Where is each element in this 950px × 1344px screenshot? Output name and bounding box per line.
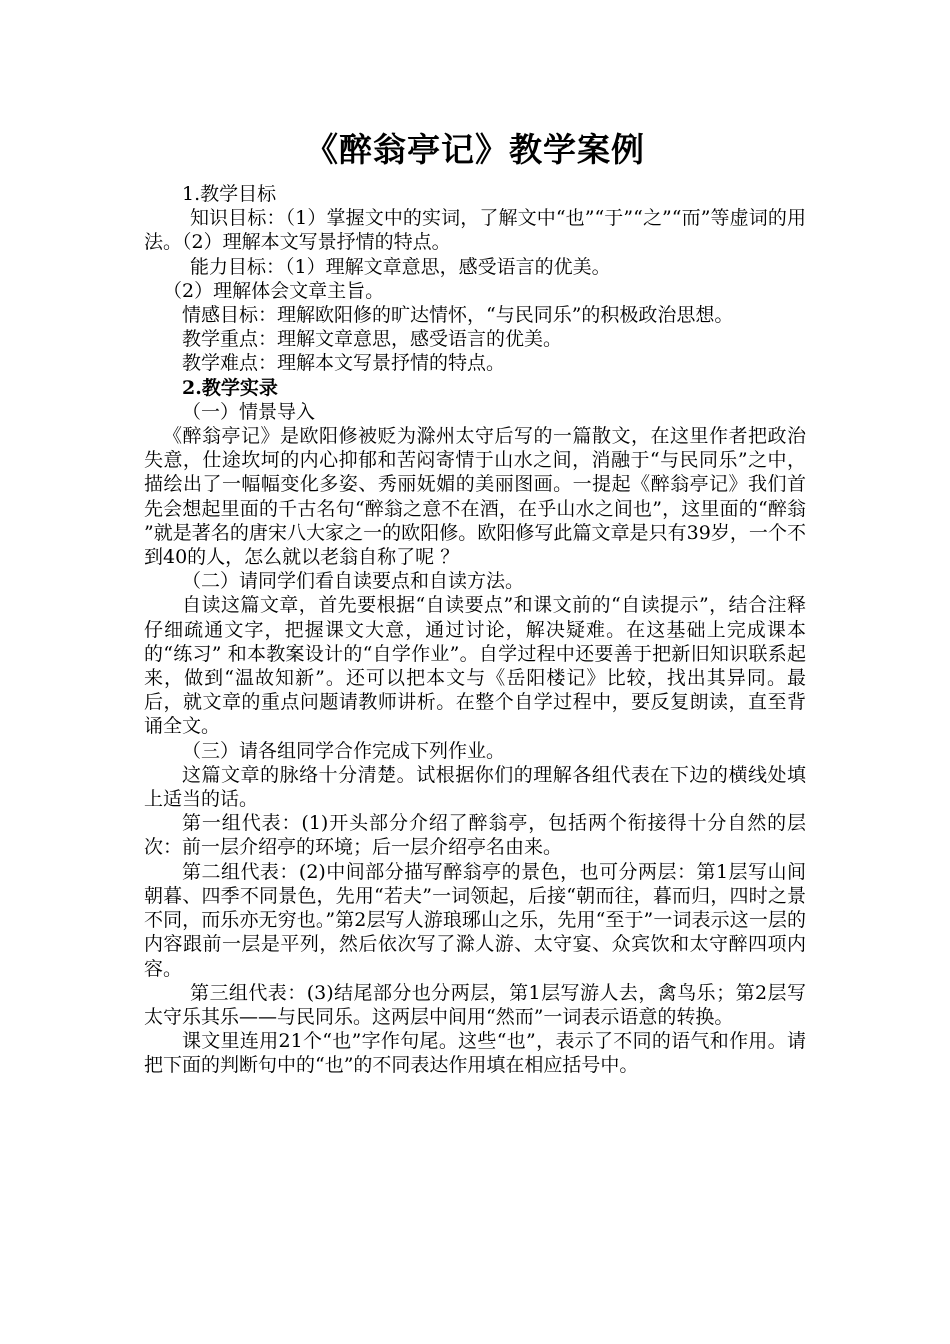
paragraph: 教学重点：理解文章意思，感受语言的优美。 xyxy=(182,328,563,351)
paragraph: （二）请同学们看自读要点和自读方法。 xyxy=(182,570,525,593)
document-body xyxy=(144,182,806,1078)
paragraph: 自读这篇文章，首先要根据“自读要点”和课文前的“自读提示”，结合注释仔细疏通文字，把握课文大意，通过讨论，解决疑难。在这基础上完成课本的“练习” 和本教案设计的“自学作业”。自学过程中还要善于把新旧知识联系起来，做到“温故知新”。还可以把本文与《岳阳楼记》比较，找出其异同。最后，就文章的重点问题请教师讲析。在整个自学过程中，要反复朗读，直至背诵全文。 xyxy=(144,594,806,738)
paragraph: 第二组代表：(2)中间部分描写醉翁亭的景色，也可分两层：第1层写山间朝暮、四季不同景色，先用“若夫”一词领起，后接“朝而往，暮而归，四时之景不同，而乐亦无穷也。”第2层写人游琅琊山之乐，先用“至于”一词表示这一层的内容跟前一层是平列，然后依次写了滁人游、太守宴、众宾饮和太守醉四项内容。 xyxy=(144,860,806,980)
paragraph: （一）情景导入 xyxy=(182,400,316,423)
document-title: 《醉翁亭记》教学案例 xyxy=(305,130,645,169)
paragraph: 能力目标：（1）理解文章意思，感受语言的优美。 xyxy=(190,255,611,278)
paragraph: 教学难点：理解本文写景抒情的特点。 xyxy=(182,352,506,375)
paragraph: 《醉翁亭记》是欧阳修被贬为滁州太守后写的一篇散文，在这里作者把政治失意，仕途坎坷的内心抑郁和苦闷寄情于山水之间，消融于“与民同乐”之中，描绘出了一幅幅变化多姿、秀丽妩媚的美丽图画。一提起《醉翁亭记》我们首先会想起里面的千古名句“醉翁之意不在酒，在乎山水之间也”，这里面的“醉翁 ”就是著名的唐宋八大家之一的欧阳修。欧阳修写此篇文章是只有39岁，一个不到40的人，怎么就以老翁自称了呢 ？ xyxy=(144,425,806,569)
section-heading: 2.教学实录 xyxy=(182,376,278,399)
paragraph: 1.教学目标 xyxy=(182,183,277,205)
paragraph: 第一组代表：(1)开头部分介绍了醉翁亭，包括两个衔接得十分自然的层次：前一层介绍亭的环境；后一层介绍亭名由来。 xyxy=(144,812,806,859)
paragraph: （三）请各组同学合作完成下列作业。 xyxy=(182,739,506,762)
document-page xyxy=(144,128,806,1078)
paragraph: 知识目标：（1）掌握文中的实词，了解文中“也”“于”“之”“而”等虚词的用法。（2）理解本文写景抒情的特点。 xyxy=(144,207,806,254)
paragraph: 情感目标：理解欧阳修的旷达情怀，“与民同乐”的积极政治思想。 xyxy=(182,304,734,327)
paragraph: 课文里连用21个“也”字作句尾。这些“也”，表示了不同的语气和作用。请把下面的判断句中的“也”的不同表达作用填在相应括号中。 xyxy=(144,1030,806,1077)
paragraph: 这篇文章的脉络十分清楚。试根据你们的理解各组代表在下边的横线处填上适当的话。 xyxy=(144,763,806,811)
paragraph: （2）理解体会文章主旨。 xyxy=(163,279,385,302)
paragraph: 第三组代表：(3)结尾部分也分两层，第1层写游人去，禽鸟乐；第2层写太守乐其乐——与民同乐。这两层中间用“然而”一词表示语意的转换。 xyxy=(144,981,806,1028)
